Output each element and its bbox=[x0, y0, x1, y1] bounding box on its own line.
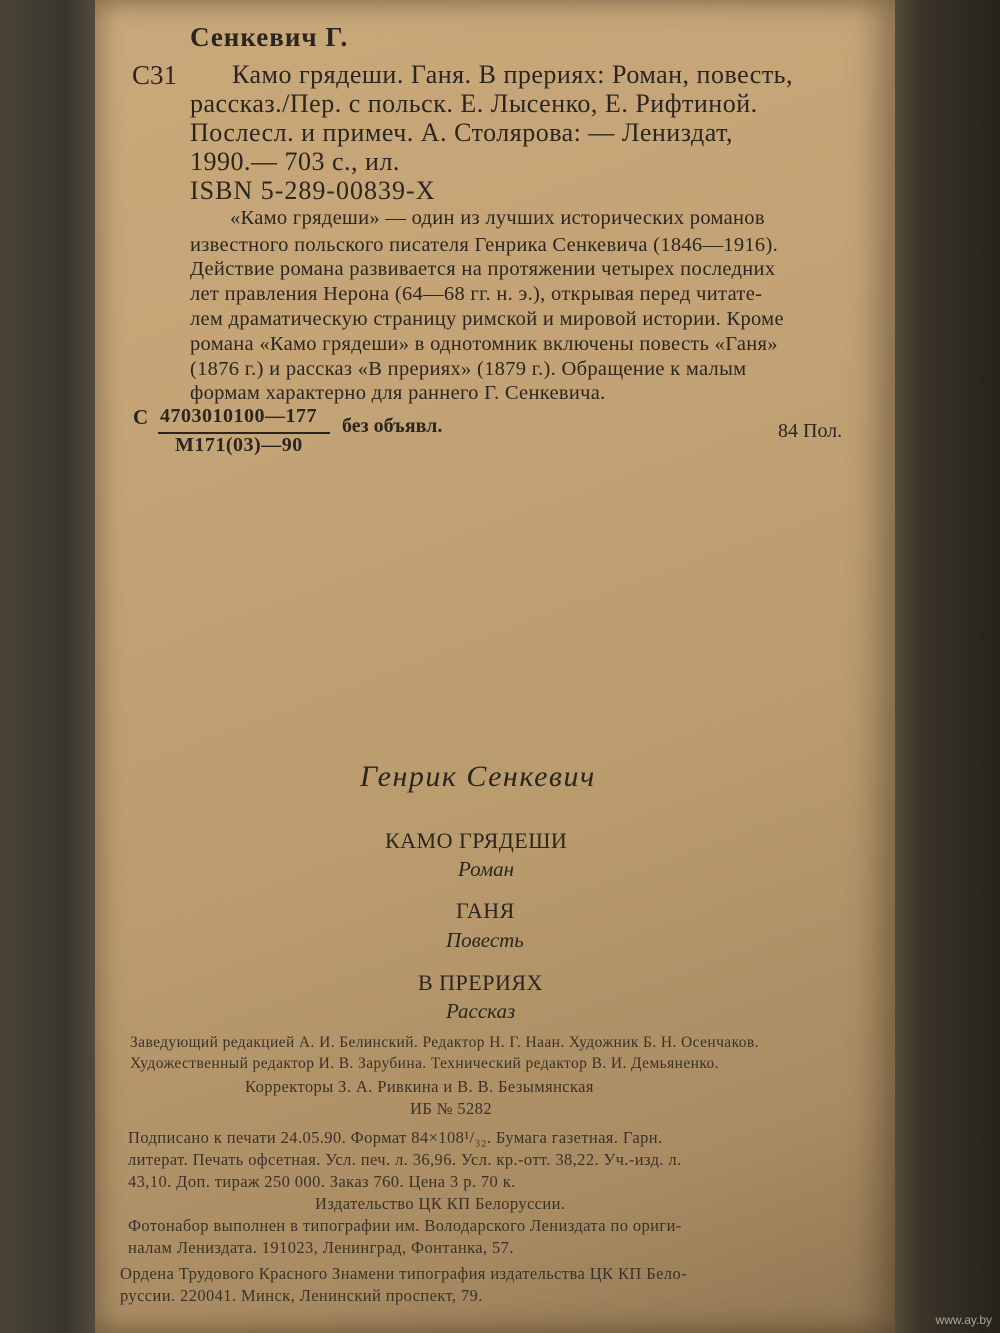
annotation-line-4: лет правления Нерона (64—68 гг. н. э.), открывая перед читате- bbox=[190, 283, 763, 305]
work-genre-1: Роман bbox=[458, 857, 515, 881]
work-title-2: ГАНЯ bbox=[456, 898, 515, 923]
annotation-line-8: формам характерно для раннего Г. Сенкевича. bbox=[190, 382, 606, 404]
isbn: ISBN 5-289-00839-X bbox=[190, 176, 436, 205]
imprint-line-7: Ордена Трудового Красного Знамени типография издательства ЦК КП Бело- bbox=[120, 1264, 687, 1283]
annotation-line-7: (1876 г.) и рассказ «В прериях» (1879 г.). Обращение к малым bbox=[190, 358, 747, 380]
work-title-1: КАМО ГРЯДЕШИ bbox=[385, 828, 568, 853]
work-genre-2: Повесть bbox=[446, 928, 524, 952]
credits-line-1: Заведующий редакцией А. И. Белинский. Редактор Н. Г. Наан. Художник Б. Н. Осенчаков. bbox=[130, 1034, 759, 1051]
imprint-line-2: литерат. Печать офсетная. Усл. печ. л. 36,96. Усл. кр.-отт. 38,22. Уч.-изд. л. bbox=[128, 1150, 682, 1169]
bib-line-4: 1990.— 703 с., ил. bbox=[190, 147, 400, 176]
contents-author: Генрик Сенкевич bbox=[360, 760, 596, 793]
background-left bbox=[0, 0, 110, 1333]
credits-line-4: ИБ № 5282 bbox=[410, 1099, 492, 1118]
classification-denominator: М171(03)—90 bbox=[175, 434, 303, 456]
price-code: 84 Пол. bbox=[778, 420, 843, 442]
bib-line-1: Камо грядеши. Ганя. В прериях: Роман, повесть, bbox=[232, 60, 794, 89]
bib-line-3: Послесл. и примеч. А. Столярова: — Лениздат, bbox=[190, 118, 734, 147]
imprint-line-1: Подписано к печати 24.05.90. Формат 84×108¹/₃₂. Бумага газетная. Гарн. bbox=[128, 1128, 663, 1147]
header-author: Сенкевич Г. bbox=[190, 22, 349, 52]
annotation-line-1: «Камо грядеши» — один из лучших исторических романов bbox=[230, 207, 765, 229]
annotation-line-6: романа «Камо грядеши» в однотомник включены повесть «Ганя» bbox=[190, 333, 778, 355]
work-title-3: В ПРЕРИЯХ bbox=[418, 970, 543, 995]
annotation-line-5: лем драматическую страницу римской и мировой истории. Кроме bbox=[190, 308, 784, 330]
annotation-line-3: Действие романа развивается на протяжении четырех последних bbox=[190, 258, 776, 280]
classification-letter: С bbox=[133, 405, 149, 429]
watermark-text: www.ay.by bbox=[935, 1313, 992, 1327]
classification-note: без объявл. bbox=[342, 415, 443, 437]
imprint-line-8: руссии. 220041. Минск, Ленинский проспект, 79. bbox=[120, 1286, 483, 1305]
classification-numerator: 4703010100—177 bbox=[160, 405, 317, 427]
header-code: С31 bbox=[132, 60, 178, 90]
imprint-line-5: Фотонабор выполнен в типографии им. Володарского Лениздата по ориги- bbox=[128, 1216, 682, 1235]
imprint-line-6: налам Лениздата. 191023, Ленинград, Фонтанка, 57. bbox=[128, 1238, 514, 1257]
imprint-line-4: Издательство ЦК КП Белоруссии. bbox=[315, 1194, 566, 1213]
work-genre-3: Рассказ bbox=[446, 999, 516, 1023]
credits-line-3: Корректоры З. А. Ривкина и В. В. Безымянская bbox=[245, 1077, 594, 1096]
bib-line-2: рассказ./Пер. с польск. Е. Лысенко, Е. Рифтиной. bbox=[190, 89, 758, 118]
annotation-line-2: известного польского писателя Генрика Сенкевича (1846—1916). bbox=[190, 234, 779, 256]
credits-line-2: Художественный редактор И. В. Зарубина. Технический редактор В. И. Демьяненко. bbox=[130, 1055, 719, 1072]
imprint-line-3: 43,10. Доп. тираж 250 000. Заказ 760. Цена 3 р. 70 к. bbox=[128, 1172, 516, 1191]
